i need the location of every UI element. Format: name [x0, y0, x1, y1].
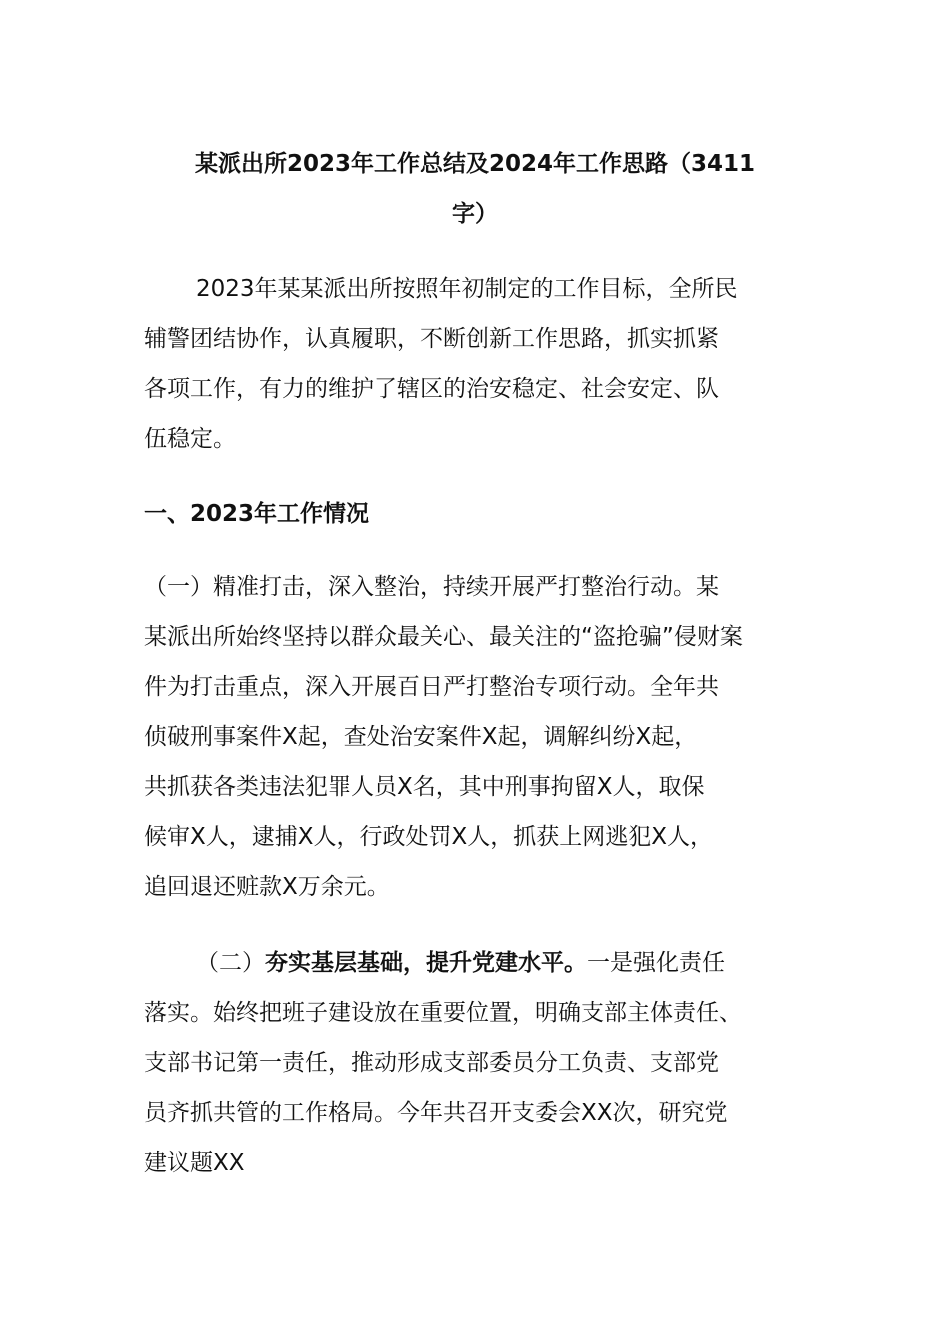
subsection-number: （二） [196, 950, 265, 976]
paragraph-line: 各项工作，有力的维护了辖区的治安稳定、社会安定、队 [144, 376, 719, 402]
paragraph-line: 候审X人，逮捕X人，行政处罚X人，抓获上网逃犯X人， [144, 824, 714, 850]
document-title-line-1: 某派出所2023年工作总结及2024年工作思路（3411 [194, 151, 756, 177]
section-heading: 一、2023年工作情况 [144, 501, 370, 527]
subsection-2-paragraph [144, 938, 824, 1188]
paragraph-line: 员齐抓共管的工作格局。今年共召开支委会XX次，研究党 [144, 1100, 728, 1126]
document-title-line-2: 字） [452, 201, 498, 227]
paragraph-line: 2023年某某派出所按照年初制定的工作目标，全所民 [196, 276, 738, 302]
paragraph-line: 共抓获各类违法犯罪人员X名，其中刑事拘留X人，取保 [144, 774, 705, 800]
paragraph-line: 支部书记第一责任，推动形成支部委员分工负责、支部党 [144, 1050, 719, 1076]
paragraph-text: 一是强化责任 [587, 950, 725, 976]
paragraph-line: （一）精准打击，深入整治，持续开展严打整治行动。某 [144, 574, 719, 600]
paragraph-line: 辅警团结协作，认真履职，不断创新工作思路，抓实抓紧 [144, 326, 719, 352]
paragraph-line: 侦破刑事案件X起，查处治安案件X起，调解纠纷X起， [144, 724, 698, 750]
subsection-1-paragraph [144, 562, 824, 912]
intro-paragraph [144, 264, 824, 464]
paragraph-line: 某派出所始终坚持以群众最关心、最关注的“盗抢骗”侵财案 [144, 624, 743, 650]
subsection-lead: 夯实基层基础，提升党建水平。 [265, 950, 587, 976]
paragraph-line: 追回退还赃款X万余元。 [144, 874, 390, 900]
paragraph-first-line [144, 938, 824, 988]
paragraph-line: 落实。始终把班子建设放在重要位置，明确支部主体责任、 [144, 1000, 742, 1026]
paragraph-line: 建议题XX [144, 1150, 245, 1176]
paragraph-line: 伍稳定。 [144, 426, 236, 452]
paragraph-line: 件为打击重点，深入开展百日严打整治专项行动。全年共 [144, 674, 719, 700]
